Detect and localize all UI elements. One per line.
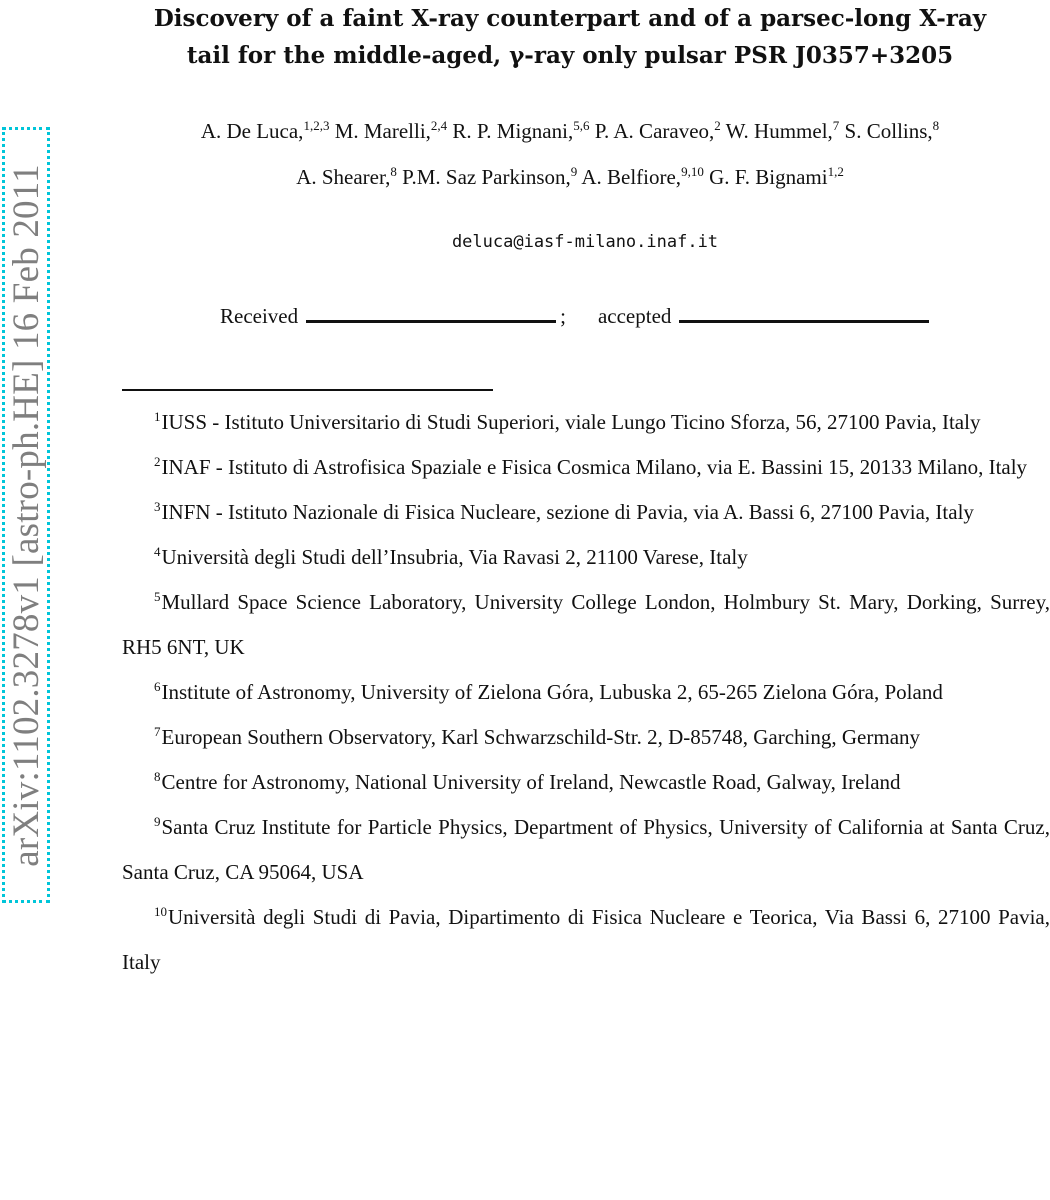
affiliation-item (122, 400, 1050, 445)
title-line-1: Discovery of a faint X-ray counterpart and of a parsec-long X-ray (153, 5, 987, 32)
affiliation-number: 5 (154, 589, 161, 604)
affiliation-text: Mullard Space Science Laboratory, University College London, Holmbury St. Mary, Dorking, Surrey, RH5 6NT, UK (122, 590, 1050, 659)
accepted-label: accepted (597, 304, 672, 328)
affiliation-text: INFN - Istituto Nazionale di Fisica Nucleare, sezione di Pavia, via A. Bassi 6, 27100 Pavia, Italy (161, 500, 974, 524)
affiliation-number: 6 (154, 679, 161, 694)
affiliation-item (122, 760, 1050, 805)
author-affil-marker: 8 (390, 164, 397, 179)
affiliation-item (122, 580, 1050, 670)
title-line-2: tail for the middle-aged, γ-ray only pulsar PSR J0357+3205 (186, 42, 954, 69)
affiliation-number: 7 (154, 724, 161, 739)
affiliation-text: Santa Cruz Institute for Particle Physics, Department of Physics, University of California at Santa Cruz, Santa Cruz, CA 95064, USA (122, 815, 1050, 884)
affiliation-list (122, 400, 1050, 985)
affiliation-text: INAF - Istituto di Astrofisica Spaziale e Fisica Cosmica Milano, via E. Bassini 15, 20133 Milano, Italy (161, 455, 1028, 479)
author-affil-marker: 2 (714, 118, 721, 133)
author-name: R. P. Mignani, (447, 119, 574, 143)
affiliation-text: IUSS - Istituto Universitario di Studi Superiori, viale Lungo Ticino Sforza, 56, 27100 Pavia, Italy (161, 410, 981, 434)
author-name: S. Collins, (839, 119, 933, 143)
affiliation-number: 3 (154, 499, 161, 514)
author-name: P. A. Caraveo, (589, 119, 715, 143)
author-affil-marker: 9,10 (681, 164, 704, 179)
affiliation-item (122, 895, 1050, 985)
paper-title (90, 0, 1050, 74)
affiliation-item (122, 805, 1050, 895)
affiliation-text: European Southern Observatory, Karl Schwarzschild-Str. 2, D-85748, Garching, Germany (161, 725, 921, 749)
affiliation-number: 10 (154, 904, 167, 919)
affiliation-text: Università degli Studi di Pavia, Dipartimento di Fisica Nucleare e Teorica, Via Bassi 6, 27100 Pavia, Italy (122, 905, 1050, 974)
affiliation-number: 1 (154, 409, 161, 424)
received-date-blank (306, 306, 556, 323)
footnote-rule (122, 389, 493, 391)
affiliation-number: 8 (154, 769, 161, 784)
arxiv-identifier: arXiv:1102.3278v1 [astro-ph.HE] 16 Feb 2011 (5, 163, 47, 867)
affiliation-item (122, 670, 1050, 715)
affiliation-item (122, 535, 1050, 580)
affiliation-number: 4 (154, 544, 161, 559)
author-line-2 (90, 154, 1050, 200)
author-affil-marker: 1,2 (827, 164, 844, 179)
author-name: M. Marelli, (329, 119, 431, 143)
affiliation-number: 9 (154, 814, 161, 829)
affiliation-item (122, 445, 1050, 490)
received-label: Received (220, 304, 299, 328)
author-affil-marker: 5,6 (573, 118, 590, 133)
author-line-1 (90, 108, 1050, 154)
affiliation-text: Centre for Astronomy, National University of Ireland, Newcastle Road, Galway, Ireland (161, 770, 901, 794)
affiliation-number: 2 (154, 454, 161, 469)
author-name: G. F. Bignami (703, 165, 828, 189)
affiliation-item (122, 490, 1050, 535)
author-name: P.M. Saz Parkinson, (396, 165, 571, 189)
affiliation-text: Institute of Astronomy, University of Zielona Góra, Lubuska 2, 65-265 Zielona Góra, Poland (161, 680, 943, 704)
author-affil-marker: 1,2,3 (303, 118, 330, 133)
author-affil-marker: 2,4 (430, 118, 448, 133)
contact-email[interactable]: deluca@iasf-milano.inaf.it (451, 232, 719, 252)
received-separator: ; (560, 304, 566, 328)
affiliation-item (122, 715, 1050, 760)
author-name: A. Shearer, (296, 165, 391, 189)
author-name: A. De Luca, (200, 119, 304, 143)
author-name: A. Belfiore, (577, 165, 682, 189)
affiliation-text: Università degli Studi dell’Insubria, Via Ravasi 2, 21100 Varese, Italy (161, 545, 748, 569)
accepted-date-blank (679, 306, 929, 323)
author-list (90, 108, 1050, 200)
author-affil-marker: 7 (832, 118, 840, 133)
received-accepted-line (220, 301, 933, 331)
author-affil-marker: 9 (570, 164, 578, 179)
author-affil-marker: 8 (932, 118, 940, 133)
author-name: W. Hummel, (720, 119, 833, 143)
